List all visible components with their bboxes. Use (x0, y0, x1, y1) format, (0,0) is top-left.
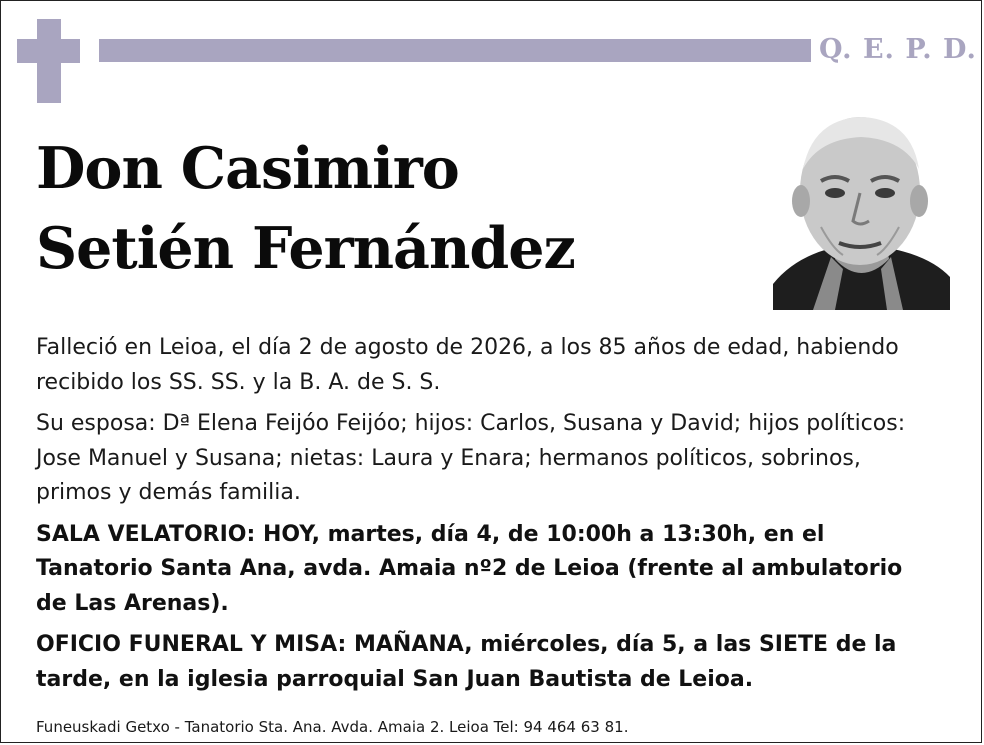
funeral-paragraph: OFICIO FUNERAL Y MISA: MAÑANA, miércoles, día 5, a las SIETE de la tarde, en la iglesia parroquial San Juan Bautista de Leioa. (36, 632, 897, 692)
deceased-name (36, 129, 575, 289)
name-line-2: Setién Fernández (36, 215, 575, 282)
wake-paragraph: SALA VELATORIO: HOY, martes, día 4, de 10:00h a 13:30h, en el Tanatorio Santa Ana, avda. Amaia nº2 de Leioa (frente al ambulatorio de Las Arenas). (36, 521, 903, 616)
portrait-photo (773, 109, 950, 310)
family-paragraph: Su esposa: Dª Elena Feijóo Feijóo; hijos: Carlos, Susana y David; hijos políticos: Jose Manuel y Susana; nietas: Laura y Enara; hermanos políticos, sobrinos, primos y demás familia. (36, 411, 906, 505)
funeral-home-footer: Funeuskadi Getxo - Tanatorio Sta. Ana. Avda. Amaia 2. Leioa Tel: 94 464 63 81. (36, 718, 629, 736)
qepd-label: Q. E. P. D. (819, 34, 977, 65)
notice-body (36, 331, 936, 704)
death-paragraph: Falleció en Leioa, el día 2 de agosto de 2026, a los 85 años de edad, habiendo recibido los SS. SS. y la B. A. de S. S. (36, 335, 899, 395)
header-bar (99, 39, 811, 62)
name-line-1: Don Casimiro (36, 135, 459, 202)
